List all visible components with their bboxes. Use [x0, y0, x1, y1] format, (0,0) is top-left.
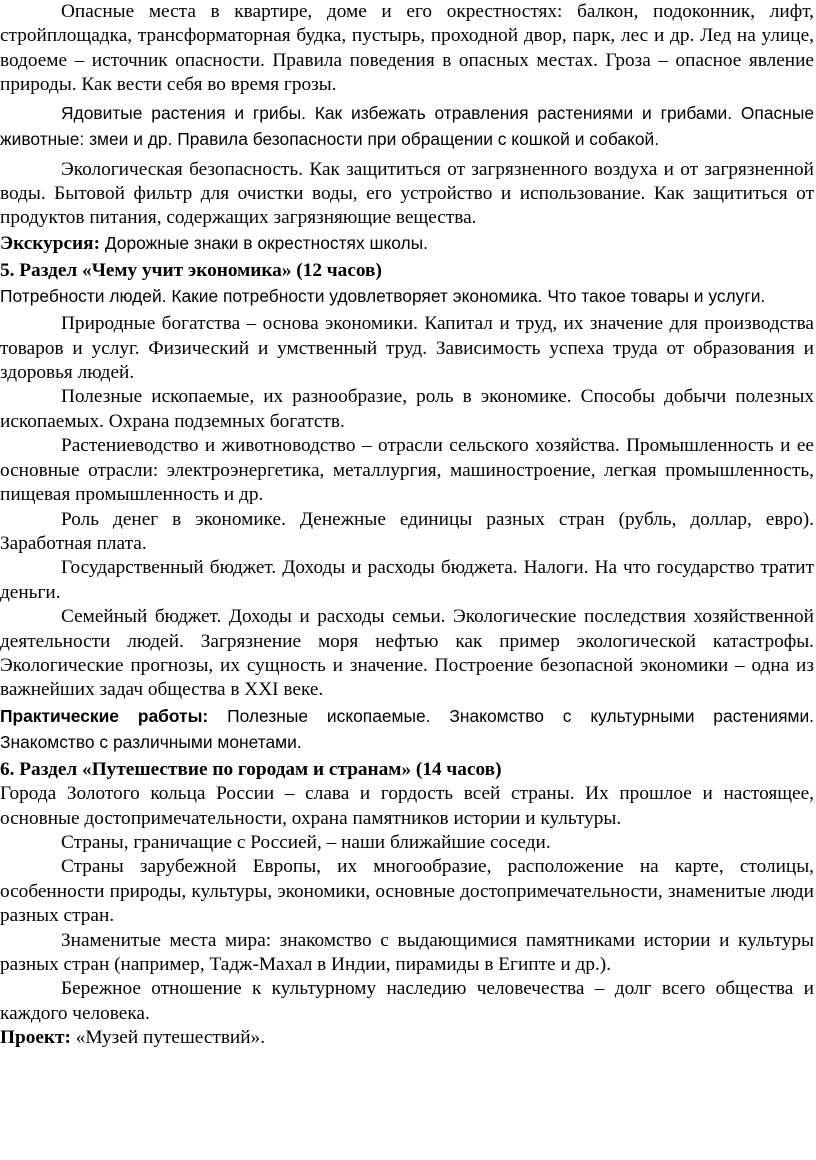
- paragraph-project: [0, 1026, 814, 1050]
- paragraph-famous-places: Знаменитые места мира: знакомство с выдающимися памятниками истории и культуры разных стран (например, Тадж-Махал в Индии, пирамиды в Египте и др.).: [0, 929, 814, 975]
- paragraph-dangerous-places: Опасные места в квартире, доме и его окрестностях: балкон, подоконник, лифт, стройплощадка, трансформаторная будка, пустырь, проходной двор, парк, лес и др. Лед на улице, водоеме – источник опасности. Правила поведения в опасных местах. Гроза – опасное явление природы. Как вести себя во время грозы.: [0, 1, 814, 96]
- excursion-label: Экскурсия:: [0, 232, 100, 254]
- paragraph-neighbor-countries: Страны, граничащие с Россией, – наши ближайшие соседи.: [61, 831, 551, 853]
- project-label: Проект:: [0, 1027, 71, 1049]
- paragraph-golden-ring: Города Золотого кольца России – слава и гордость всей страны. Их прошлое и настоящее, основные достопримечательности, охрана памятников истории и культуры.: [0, 783, 814, 829]
- paragraph-ecological-safety: Экологическая безопасность. Как защититься от загрязненного воздуха и от загрязненной воды. Бытовой фильтр для очистки воды, его устройство и использование. Как защититься от продуктов питания, содержащих загрязняющие вещества.: [0, 158, 814, 229]
- paragraph-state-budget: Государственный бюджет. Доходы и расходы бюджета. Налоги. На что государство тратит деньги.: [0, 557, 814, 603]
- paragraph-money: Роль денег в экономике. Денежные единицы разных стран (рубль, доллар, евро). Заработная плата.: [0, 508, 814, 554]
- excursion-text: Дорожные знаки в окрестностях школы.: [99, 232, 429, 253]
- paragraph-practical-works: [0, 703, 814, 755]
- paragraph-cultural-heritage: Бережное отношение к культурному наследию человечества – долг всего общества и каждого человека.: [0, 978, 814, 1024]
- paragraph-agriculture-industry: Растениеводство и животноводство – отрасли сельского хозяйства. Промышленность и ее основные отрасли: электроэнергетика, металлургия, машиностроение, легкая промышленность, пищевая промышленность и др.: [0, 435, 814, 506]
- paragraph-poisonous-plants: Ядовитые растения и грибы. Как избежать отравления растениями и грибами. Опасные животные: змеи и др. Правила безопасности при обращении с кошкой и собакой.: [0, 102, 814, 149]
- paragraph-family-budget: Семейный бюджет. Доходы и расходы семьи. Экологические последствия хозяйственной деятельности людей. Загрязнение моря нефтью как пример экологической катастрофы. Экологические прогнозы, их сущность и значение. Построение безопасной экономики – одна из важнейших задач общества в XXI веке.: [0, 606, 814, 701]
- section-6-heading: 6. Раздел «Путешествие по городам и странам» (14 часов): [0, 758, 502, 780]
- project-text: «Музей путешествий».: [70, 1027, 266, 1049]
- paragraph-minerals: Полезные ископаемые, их разнообразие, роль в экономике. Способы добычи полезных ископаемых. Охрана подземных богатств.: [0, 386, 814, 432]
- practical-label: Практические работы:: [0, 705, 209, 726]
- paragraph-excursion: [0, 231, 814, 256]
- paragraph-european-countries: Страны зарубежной Европы, их многообразие, расположение на карте, столицы, особенности природы, культуры, экономики, основные достопримечательности, знаменитые люди разных стран.: [0, 856, 814, 927]
- paragraph-needs: Потребности людей. Какие потребности удовлетворяет экономика. Что такое товары и услуги.: [0, 285, 766, 306]
- paragraph-natural-resources: Природные богатства – основа экономики. Капитал и труд, их значение для производства товаров и услуг. Физический и умственный труд. Зависимость успеха труда от образования и здоровья людей.: [0, 313, 814, 384]
- practical-text: Полезные ископаемые. Знакомство с культурными растениями. Знакомство с различными монетами.: [0, 705, 814, 752]
- section-5-heading: 5. Раздел «Чему учит экономика» (12 часов): [0, 260, 382, 282]
